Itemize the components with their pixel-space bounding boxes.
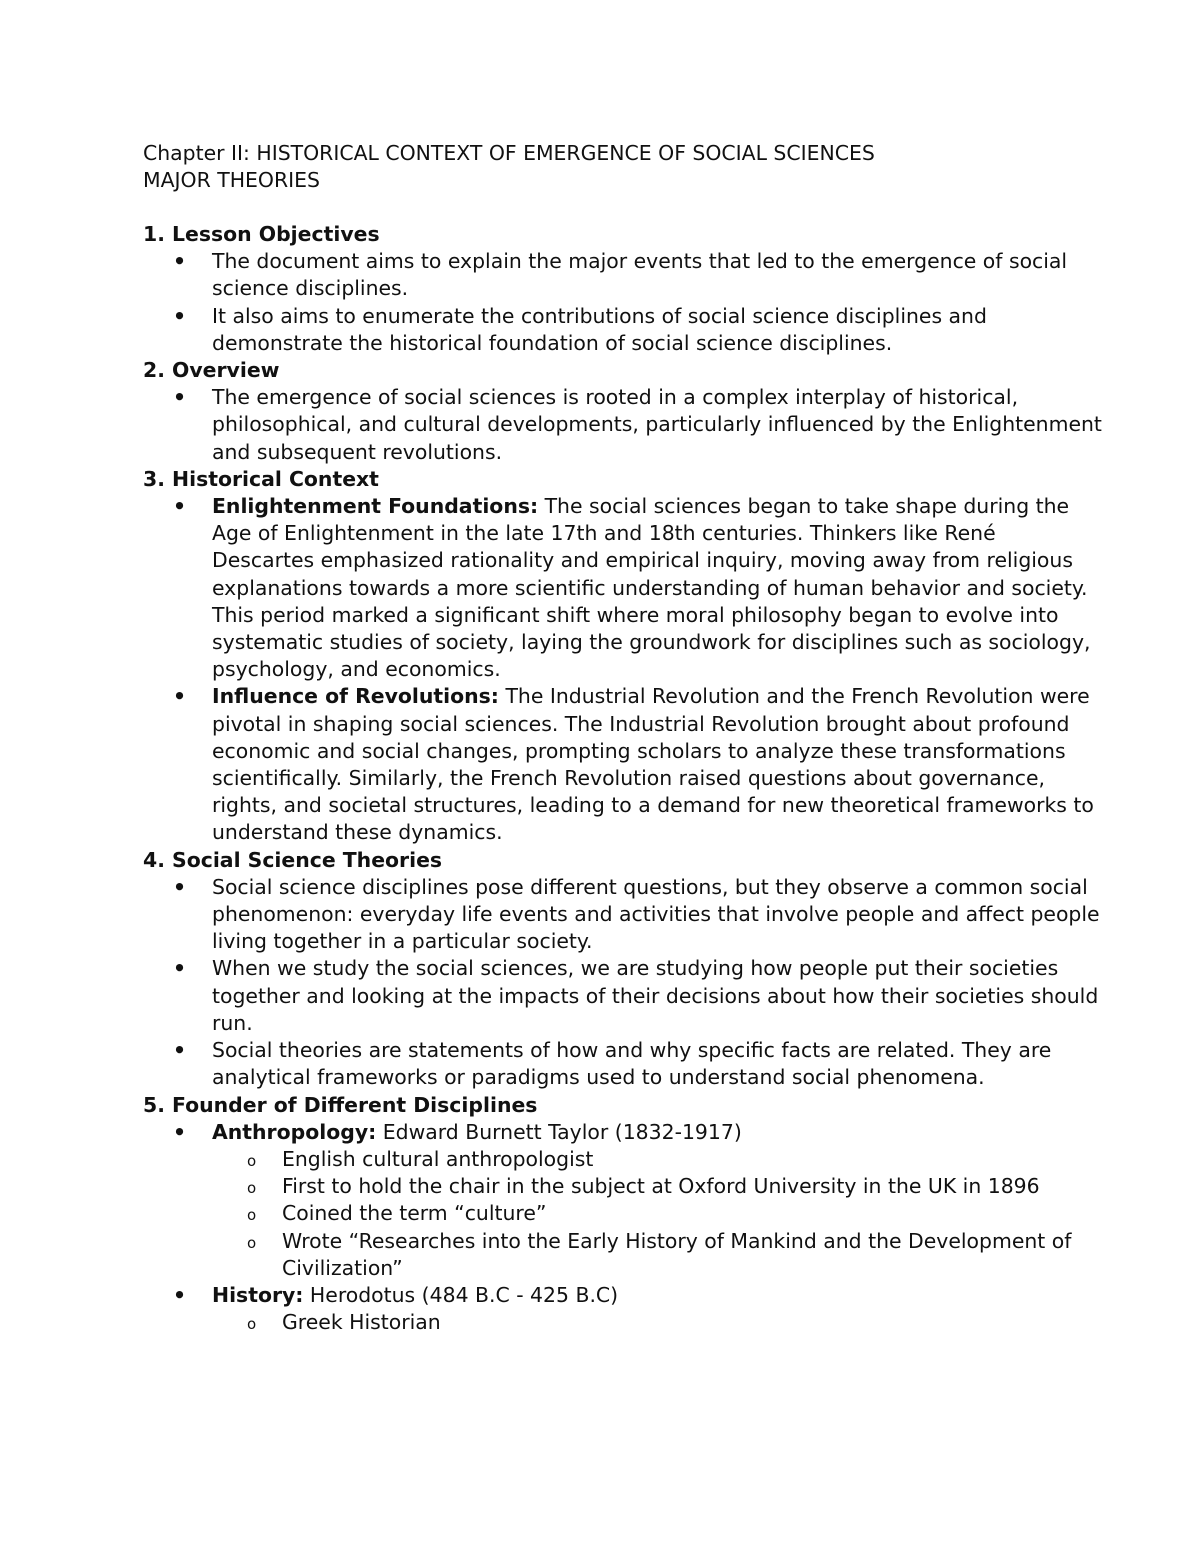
sub-list: [212, 1309, 1103, 1336]
sub-item-text: o Greek Historian: [282, 1310, 441, 1335]
bullet-item-history: [143, 1282, 1103, 1336]
section-heading: 5. Founder of Different Disciplines: [143, 1092, 538, 1117]
section-overview: [143, 357, 1103, 466]
bullet-item: [143, 493, 1103, 683]
bullet-lead: History:: [212, 1282, 304, 1307]
bullet-list: [143, 384, 1103, 466]
sub-list: [212, 1146, 1103, 1282]
bullet-text: Herodotus (484 B.C - 425 B.C): [303, 1282, 619, 1307]
section-heading: 1. Lesson Objectives: [143, 222, 380, 246]
section-founders: [143, 1092, 1103, 1337]
sub-item-text: o English cultural anthropologist: [282, 1146, 594, 1171]
bullet-list: [143, 1119, 1103, 1337]
bullet-item: [143, 955, 1103, 1037]
section-heading: 3. Historical Context: [143, 466, 379, 491]
section-heading: 4. Social Science Theories: [143, 847, 443, 872]
bullet-text: The document aims to explain the major events that led to the emergence of social science disciplines.: [212, 249, 1068, 301]
chapter-title-line-1: Chapter II: HISTORICAL CONTEXT OF EMERGENCE OF SOCIAL SCIENCES: [143, 141, 875, 165]
bullet-text: Social science disciplines pose different questions, but they observe a common social phenomenon: everyday life events and activities that involve people and affect people living together in a particular society.: [212, 874, 1100, 954]
sub-item: [143, 1200, 1103, 1227]
bullet-text: The emergence of social sciences is rooted in a complex interplay of historical, philosophical, and cultural developments, particularly influenced by the Enlightenment and subsequent revolutions.: [212, 385, 1102, 464]
sub-item: [143, 1228, 1103, 1282]
bullet-item: [143, 683, 1103, 846]
bullet-text: When we study the social sciences, we are studying how people put their societies together and looking at the impacts of their decisions about how their societies should run.: [212, 956, 1099, 1035]
bullet-lead: Influence of Revolutions:: [212, 684, 499, 709]
bullet-item: [143, 384, 1103, 466]
chapter-title-line-2: MAJOR THEORIES: [143, 168, 320, 193]
section-social-science-theories: [143, 847, 1103, 1092]
bullet-text: The Industrial Revolution and the French Revolution were pivotal in shaping social sciences. The Industrial Revolution brought about profound economic and social changes, prompting scholars to analyze these transformations scientifically. Similarly, the French Revolution raised questions about governance, rights, and societal structures, leading to a demand for new theoretical frameworks to understand these dynamics.: [212, 684, 1094, 845]
sub-item: [143, 1309, 1103, 1336]
chapter-title: [143, 140, 1103, 194]
bullet-text: It also aims to enumerate the contributions of social science disciplines and demonstrate the historical foundation of social science disciplines.: [212, 303, 987, 355]
section-lesson-objectives: [143, 221, 1103, 357]
bullet-item: [143, 303, 1103, 357]
sections-container: [143, 221, 1103, 1336]
sub-item-text: o First to hold the chair in the subject at Oxford University in the UK in 1896: [282, 1174, 1040, 1199]
bullet-text: The social sciences began to take shape during the Age of Enlightenment in the late 17th and 18th centuries. Thinkers like René Descartes emphasized rationality and empirical inquiry, moving away from religious explanations towards a more scientific understanding of human behavior and society. This period marked a significant shift where moral philosophy began to evolve into systematic studies of society, laying the groundwork for disciplines such as sociology, psychology, and economics.: [212, 494, 1091, 682]
bullet-list: [143, 493, 1103, 847]
bullet-lead: Anthropology:: [212, 1119, 377, 1144]
bullet-text: Edward Burnett Taylor (1832-1917): [376, 1119, 742, 1144]
bullet-lead: Enlightenment Foundations:: [212, 494, 539, 519]
bullet-item: [143, 1037, 1103, 1091]
bullet-list: [143, 248, 1103, 357]
bullet-item: [143, 248, 1103, 302]
section-heading: 2. Overview: [143, 358, 280, 383]
bullet-item: [143, 874, 1103, 956]
sub-item-text: o Coined the term “culture”: [282, 1201, 547, 1226]
section-historical-context: [143, 466, 1103, 847]
bullet-text: Social theories are statements of how and why specific facts are related. They are analytical frameworks or paradigms used to understand social phenomena.: [212, 1038, 1052, 1090]
sub-item: [143, 1146, 1103, 1173]
bullet-item-anthropology: [143, 1119, 1103, 1282]
sub-item: [143, 1173, 1103, 1200]
sub-item-text: o Wrote “Researches into the Early History of Mankind and the Development of Civilization”: [282, 1228, 1072, 1280]
bullet-list: [143, 874, 1103, 1092]
